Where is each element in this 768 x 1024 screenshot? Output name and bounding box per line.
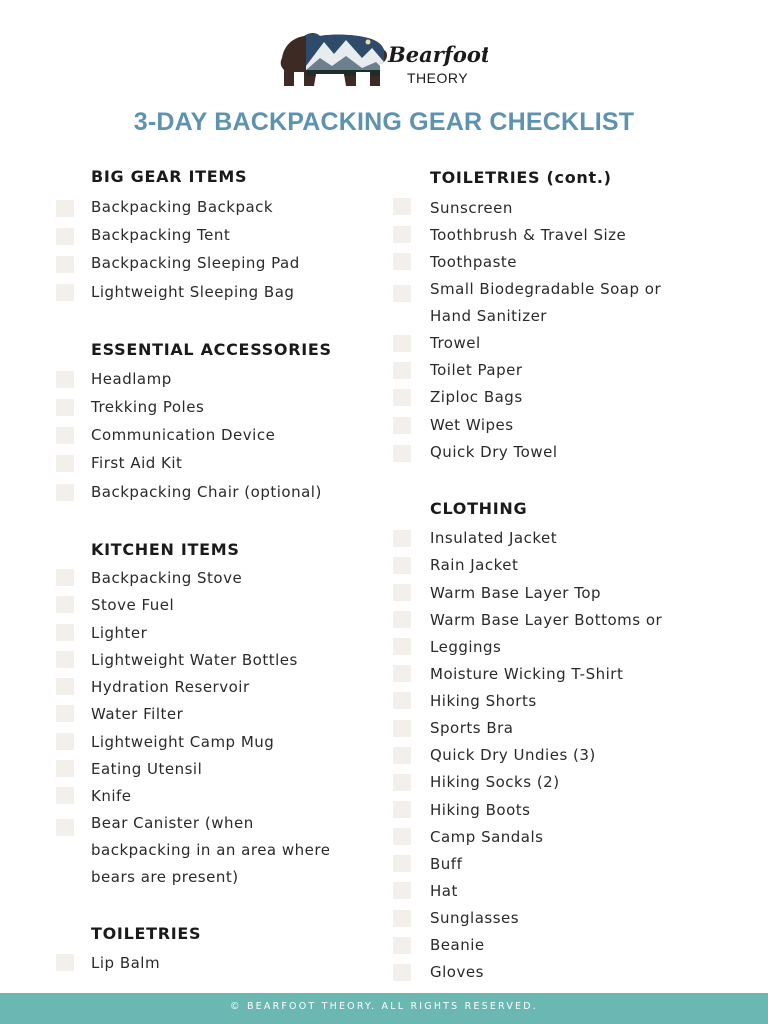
- checkbox[interactable]: [393, 335, 411, 352]
- checkbox[interactable]: [56, 624, 74, 641]
- checklist-item: Communication Device: [91, 426, 276, 444]
- checkbox[interactable]: [56, 651, 74, 668]
- checkbox[interactable]: [393, 801, 411, 818]
- checklist-item: Knife: [91, 787, 132, 805]
- checklist-item: Bear Canister (when: [91, 814, 254, 832]
- checkbox[interactable]: [393, 611, 411, 628]
- checklist-item: Toothbrush & Travel Size: [430, 226, 627, 244]
- checklist-item: Hiking Socks (2): [430, 773, 560, 791]
- checkbox[interactable]: [56, 256, 74, 273]
- footer-copyright: © BEARFOOT THEORY. ALL RIGHTS RESERVED.: [230, 1001, 538, 1012]
- checkbox[interactable]: [56, 678, 74, 695]
- checklist-item: Trekking Poles: [91, 398, 205, 416]
- checklist-item: Trowel: [430, 334, 481, 352]
- checkbox[interactable]: [56, 954, 74, 971]
- section-heading-big-gear: BIG GEAR ITEMS: [91, 167, 248, 186]
- checkbox[interactable]: [56, 455, 74, 472]
- checklist-item: Backpacking Tent: [91, 226, 231, 244]
- section-heading-toiletries-cont: TOILETRIES (cont.): [430, 168, 612, 187]
- checklist-item: Toothpaste: [430, 253, 517, 271]
- checklist-item: Insulated Jacket: [430, 529, 558, 547]
- checkbox[interactable]: [56, 399, 74, 416]
- checkbox[interactable]: [393, 285, 411, 302]
- checklist-item-continued: bears are present): [91, 868, 239, 886]
- checklist-item: Gloves: [430, 963, 484, 981]
- checklist-item: Hydration Reservoir: [91, 678, 250, 696]
- section-heading-essential: ESSENTIAL ACCESSORIES: [91, 340, 332, 359]
- checklist-item: Lightweight Camp Mug: [91, 733, 275, 751]
- checklist-item: Water Filter: [91, 705, 184, 723]
- checkbox[interactable]: [56, 371, 74, 388]
- checklist-item: Rain Jacket: [430, 556, 519, 574]
- page-title: 3-DAY BACKPACKING GEAR CHECKLIST: [133, 108, 635, 136]
- checklist-item: Sports Bra: [430, 719, 514, 737]
- checklist-item: Toilet Paper: [430, 361, 523, 379]
- checkbox[interactable]: [393, 910, 411, 927]
- checkbox[interactable]: [393, 389, 411, 406]
- checkbox[interactable]: [56, 787, 74, 804]
- checkbox[interactable]: [393, 638, 411, 655]
- checklist-item: Lip Balm: [91, 954, 161, 972]
- svg-text:Bearfoot: Bearfoot: [388, 42, 488, 67]
- checkbox[interactable]: [393, 720, 411, 737]
- checklist-item: Backpacking Stove: [91, 569, 243, 587]
- checkbox[interactable]: [56, 596, 74, 613]
- checkbox[interactable]: [393, 774, 411, 791]
- checklist-item: Leggings: [430, 638, 502, 656]
- checklist-item-continued: Hand Sanitizer: [430, 307, 547, 325]
- checklist-item: Buff: [430, 855, 463, 873]
- checklist-item-continued: backpacking in an area where: [91, 841, 331, 859]
- checkbox[interactable]: [393, 253, 411, 270]
- checkbox[interactable]: [56, 733, 74, 750]
- checklist-item: Moisture Wicking T-Shirt: [430, 665, 624, 683]
- section-heading-kitchen: KITCHEN ITEMS: [91, 540, 240, 559]
- checkbox[interactable]: [56, 200, 74, 217]
- bear-icon: [276, 28, 488, 94]
- svg-text:THEORY: THEORY: [407, 70, 469, 86]
- checklist-item: Hiking Shorts: [430, 692, 537, 710]
- checklist-item: Small Biodegradable Soap or: [430, 280, 662, 298]
- checklist-item: Eating Utensil: [91, 760, 203, 778]
- checklist-item: Camp Sandals: [430, 828, 544, 846]
- checklist-item: Quick Dry Undies (3): [430, 746, 596, 764]
- checklist-item: Backpacking Backpack: [91, 198, 274, 216]
- checklist-item: Beanie: [430, 936, 485, 954]
- checkbox[interactable]: [56, 569, 74, 586]
- checklist-item: Warm Base Layer Bottoms or: [430, 611, 663, 629]
- checklist-item: Sunscreen: [430, 199, 513, 217]
- checklist-item: Lightweight Water Bottles: [91, 651, 298, 669]
- checkbox[interactable]: [393, 584, 411, 601]
- checkbox[interactable]: [393, 692, 411, 709]
- checkbox[interactable]: [393, 828, 411, 845]
- checkbox[interactable]: [56, 819, 74, 836]
- checklist-item: Ziploc Bags: [430, 388, 523, 406]
- checklist-item: Backpacking Chair (optional): [91, 483, 322, 501]
- checkbox[interactable]: [393, 530, 411, 547]
- checklist-item: Sunglasses: [430, 909, 520, 927]
- checkbox[interactable]: [393, 937, 411, 954]
- checklist-item: Warm Base Layer Top: [430, 584, 602, 602]
- checklist-item: Wet Wipes: [430, 416, 514, 434]
- checklist-item: Lightweight Sleeping Bag: [91, 283, 295, 301]
- checkbox[interactable]: [56, 484, 74, 501]
- checklist-item: Quick Dry Towel: [430, 443, 558, 461]
- checklist-item: Backpacking Sleeping Pad: [91, 254, 300, 272]
- checkbox[interactable]: [393, 882, 411, 899]
- checkbox[interactable]: [393, 964, 411, 981]
- checkbox[interactable]: [56, 705, 74, 722]
- checkbox[interactable]: [56, 284, 74, 301]
- checkbox[interactable]: [393, 557, 411, 574]
- checkbox[interactable]: [393, 855, 411, 872]
- checkbox[interactable]: [393, 226, 411, 243]
- checkbox[interactable]: [56, 760, 74, 777]
- checkbox[interactable]: [393, 198, 411, 215]
- checkbox[interactable]: [56, 427, 74, 444]
- checklist-item: First Aid Kit: [91, 454, 183, 472]
- checklist-item: Lighter: [91, 624, 148, 642]
- checklist-item: Hat: [430, 882, 458, 900]
- checkbox[interactable]: [393, 445, 411, 462]
- checkbox[interactable]: [393, 747, 411, 764]
- brand-logo: [276, 28, 488, 94]
- checkbox[interactable]: [393, 417, 411, 434]
- checkbox[interactable]: [393, 665, 411, 682]
- section-heading-clothing: CLOTHING: [430, 499, 528, 518]
- checklist-item: Stove Fuel: [91, 596, 175, 614]
- checkbox[interactable]: [393, 362, 411, 379]
- checklist-item: Hiking Boots: [430, 801, 531, 819]
- checklist-item: Headlamp: [91, 370, 172, 388]
- checkbox[interactable]: [56, 228, 74, 245]
- section-heading-toiletries: TOILETRIES: [91, 924, 202, 943]
